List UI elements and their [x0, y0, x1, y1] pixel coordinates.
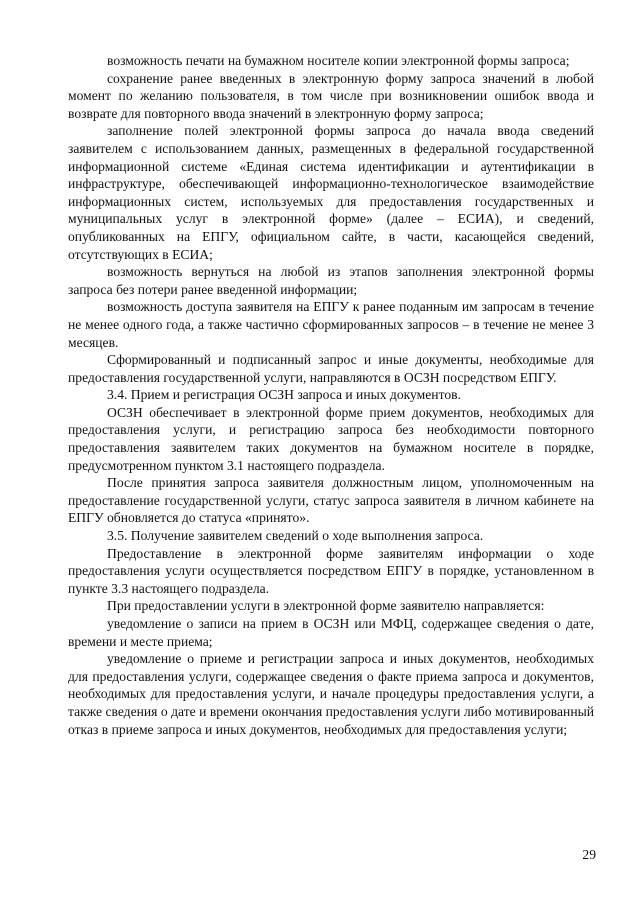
- paragraph: При предоставлении услуги в электронной форме заявителю направляется:: [107, 598, 545, 614]
- paragraph: Предоставление в электронной форме заявителям информации о ходе предоставления услуги осуществляется посредством ЕПГУ в порядке, установленном в пункте 3.3 настоящего подраздела.: [68, 545, 594, 596]
- paragraph: сохранение ранее введенных в электронную форму запроса значений в любой момент по желанию пользователя, в том числе при возникновении ошибок ввода и возврате для повторного ввода значений в электронную форму запроса;: [68, 70, 594, 121]
- paragraph: возможность вернуться на любой из этапов заполнения электронной формы запроса без потери ранее введенной информации;: [68, 264, 594, 297]
- section-heading-3-4: 3.4. Прием и регистрация ОСЗН запроса и иных документов.: [107, 387, 461, 403]
- paragraph: возможность печати на бумажном носителе копии электронной формы запроса;: [107, 53, 570, 68]
- paragraph: ОСЗН обеспечивает в электронной форме прием документов, необходимых для предоставления услуги, и регистрацию запроса без необходимости повторного предоставления заявителем таких документов на бумажном носителе в порядке, предусмотренном пунктом 3.1 настоящего подраздела.: [68, 404, 594, 473]
- body-text: [68, 52, 594, 738]
- paragraph: заполнение полей электронной формы запроса до начала ввода сведений заявителем с использованием данных, размещенных в федеральной государственной информационной системе «Единая система идентификации и аутентификации в инфраструктуре, обеспечивающей информационно-технологическое взаимодействие информационных систем, используемых для предоставления государственных и муниципальных услуг в электронной форме» (далее – ЕСИА), и сведений, опубликованных на ЕПГУ, официальном сайте, в части, касающейся сведений, отсутствующих в ЕСИА;: [68, 123, 594, 262]
- paragraph: уведомление о приеме и регистрации запроса и иных документов, необходимых для предоставления услуги, содержащее сведения о факте приема запроса и документов, необходимых для предоставления услуги, и начале процедуры предоставления услуги, а также сведения о дате и времени окончания предоставления услуги либо мотивированный отказ в приеме запроса и иных документов, необходимых для предоставления услуги;: [68, 651, 594, 737]
- paragraph: возможность доступа заявителя на ЕПГУ к ранее поданным им запросам в течение не менее одного года, а также частично сформированных запросов – в течение не менее 3 месяцев.: [68, 299, 594, 350]
- section-heading-3-5: 3.5. Получение заявителем сведений о ходе выполнения запроса.: [107, 528, 484, 544]
- paragraph: уведомление о записи на прием в ОСЗН или МФЦ, содержащее сведения о дате, времени и месте приема;: [68, 616, 594, 649]
- paragraph: Сформированный и подписанный запрос и иные документы, необходимые для предоставления государственной услуги, направляются в ОСЗН посредством ЕПГУ.: [68, 352, 594, 385]
- paragraph: После принятия запроса заявителя должностным лицом, уполномоченным на предоставление государственной услуги, статус запроса заявителя в личном кабинете на ЕПГУ обновляется до статуса «принято».: [68, 475, 594, 526]
- page-number: 29: [582, 847, 596, 862]
